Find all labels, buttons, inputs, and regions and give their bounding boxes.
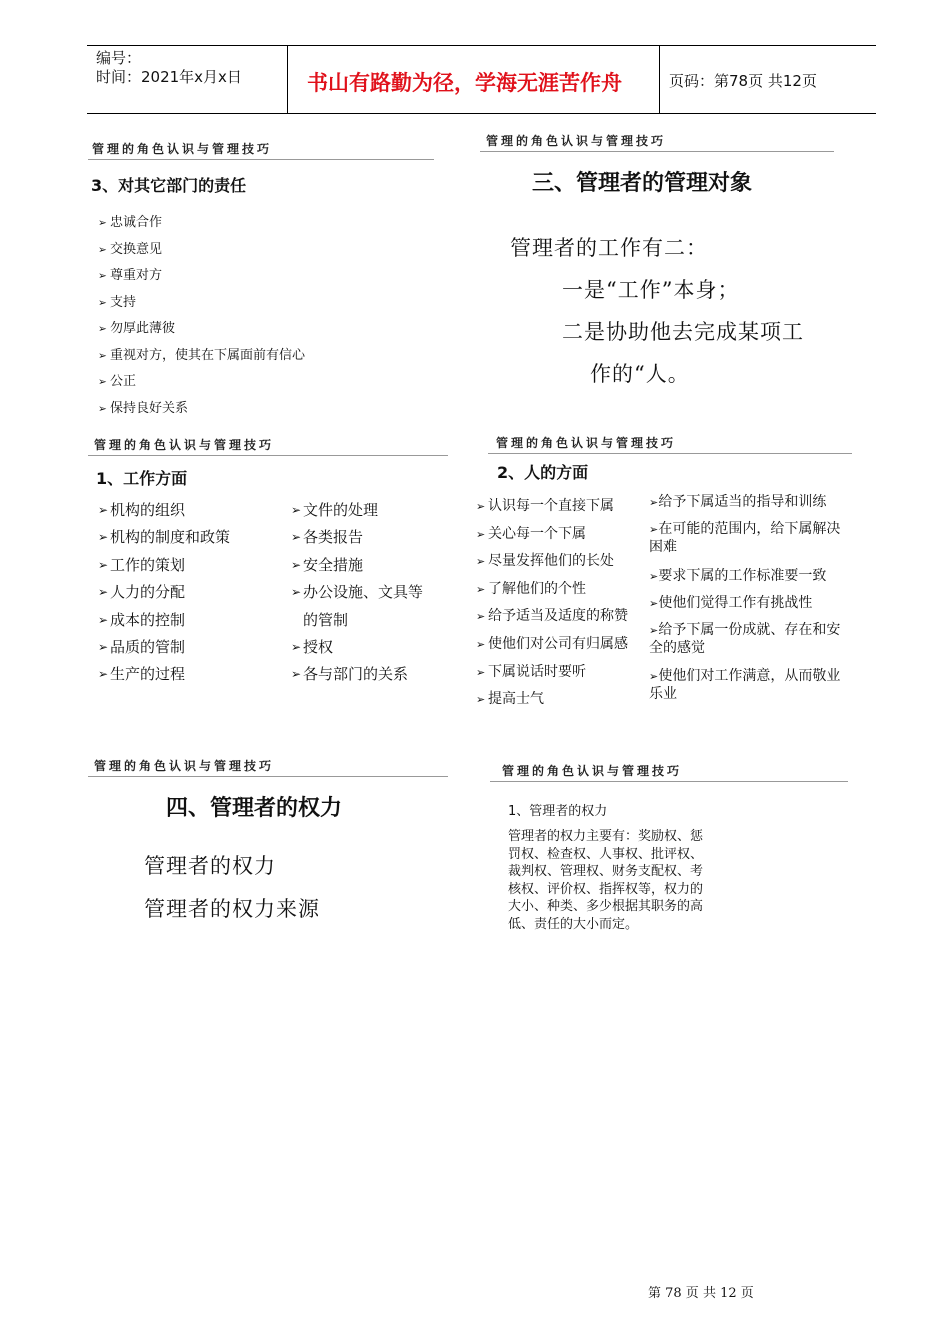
arrow-bullet-icon: ➢ bbox=[649, 523, 659, 536]
body-line: 二是协助他去完成某项工 bbox=[562, 320, 804, 344]
body-line: 管理者的工作有二： bbox=[510, 236, 708, 260]
list-item: ➢ 了解他们的个性 bbox=[476, 576, 628, 604]
list-item: ➢给予下属一份成就、存在和安 bbox=[649, 622, 841, 638]
list-item: ➢使他们对工作满意，从而敬业 bbox=[649, 668, 841, 684]
arrow-bullet-icon: ➢ bbox=[476, 693, 486, 707]
list-item: ➢给予下属适当的指导和训练 bbox=[649, 494, 827, 510]
paragraph-line: 低、责任的大小而定。 bbox=[508, 916, 639, 932]
arrow-bullet-icon: ➢ bbox=[98, 243, 107, 256]
slide-subtitle: 1、管理者的权力 bbox=[508, 804, 608, 819]
paragraph-line: 裁判权、管理权、财务支配权、考 bbox=[508, 864, 704, 879]
slide-title: 3、对其它部门的责任 bbox=[91, 176, 247, 195]
slide-header-label: 管理的角色认识与管理技巧 bbox=[92, 142, 273, 156]
arrow-bullet-icon: ➢ bbox=[98, 667, 109, 682]
list-item: ➢ 交换意见 bbox=[98, 237, 305, 264]
list-item-continuation: 乐业 bbox=[649, 686, 677, 702]
page-footer: 第 78 页 共 12 页 bbox=[648, 1286, 754, 1301]
list-item: ➢ 机构的制度和政策 bbox=[98, 524, 230, 551]
list-item: ➢ 勿厚此薄彼 bbox=[98, 316, 305, 343]
list-item: ➢ 保持良好关系 bbox=[98, 396, 305, 423]
arrow-bullet-icon: ➢ bbox=[476, 555, 486, 569]
arrow-bullet-icon: ➢ bbox=[98, 349, 107, 362]
slide-header-label: 管理的角色认识与管理技巧 bbox=[502, 764, 683, 778]
list-item: ➢ 办公设施、文具等 bbox=[291, 579, 423, 606]
header-divider-left bbox=[287, 45, 288, 113]
list-item: ➢要求下属的工作标准要一致 bbox=[649, 568, 827, 584]
arrow-bullet-icon: ➢ bbox=[98, 612, 109, 627]
paragraph-line: 罚权、检查权、人事权、批评权、 bbox=[508, 846, 704, 862]
slide-title: 三、管理者的管理对象 bbox=[532, 171, 753, 196]
list-item-continuation: 困难 bbox=[649, 539, 677, 555]
arrow-bullet-icon: ➢ bbox=[98, 376, 107, 388]
list-item-continuation: 全的感觉 bbox=[649, 640, 705, 656]
slide-header-label: 管理的角色认识与管理技巧 bbox=[94, 759, 275, 773]
slide-title: 1、工作方面 bbox=[96, 469, 188, 488]
list-item: ➢ 关心每一个下属 bbox=[476, 521, 628, 549]
list-item: ➢ 尊重对方 bbox=[98, 263, 305, 290]
list-item: ➢ 给予适当及适度的称赞 bbox=[476, 603, 628, 631]
arrow-bullet-icon: ➢ bbox=[476, 582, 486, 596]
slide-people-aspects bbox=[476, 434, 852, 714]
paragraph-line: 大小、种类、多少根据其职务的高 bbox=[508, 899, 704, 914]
list-item: ➢ 重视对方，使其在下属面前有信心 bbox=[98, 343, 305, 370]
arrow-bullet-icon: ➢ bbox=[98, 402, 107, 415]
arrow-bullet-icon: ➢ bbox=[98, 217, 107, 229]
slide-header-rule bbox=[88, 776, 448, 777]
arrow-bullet-icon: ➢ bbox=[476, 610, 486, 624]
list-item: ➢ 支持 bbox=[98, 290, 305, 317]
slide-title: 四、管理者的权力 bbox=[166, 796, 343, 821]
list-item: ➢ 提高士气 bbox=[476, 686, 628, 714]
slide-header-rule bbox=[488, 453, 852, 454]
arrow-bullet-icon: ➢ bbox=[291, 585, 302, 600]
slide-power-detail bbox=[490, 762, 848, 942]
body-line: 一是“工作”本身； bbox=[562, 278, 740, 302]
arrow-bullet-icon: ➢ bbox=[649, 624, 659, 637]
list-item: ➢ 尽量发挥他们的长处 bbox=[476, 548, 628, 576]
arrow-bullet-icon: ➢ bbox=[291, 557, 302, 572]
slide-header-rule bbox=[480, 151, 834, 152]
slide-responsibility-to-departments bbox=[88, 140, 434, 416]
arrow-bullet-icon: ➢ bbox=[291, 640, 302, 655]
list-item: ➢ 各与部门的关系 bbox=[291, 661, 423, 688]
list-item: ➢ 机构的组织 bbox=[98, 497, 230, 524]
slide-header-label: 管理的角色认识与管理技巧 bbox=[486, 134, 667, 148]
list-item: ➢ 授权 bbox=[291, 634, 423, 661]
arrow-bullet-icon: ➢ bbox=[476, 527, 486, 541]
bullet-list-left bbox=[476, 493, 628, 714]
body-line: 管理者的权力来源 bbox=[144, 897, 320, 921]
slide-header-rule bbox=[88, 159, 434, 160]
arrow-bullet-icon: ➢ bbox=[98, 503, 109, 517]
bullet-list-right bbox=[291, 497, 423, 689]
arrow-bullet-icon: ➢ bbox=[98, 270, 107, 282]
arrow-bullet-icon: ➢ bbox=[98, 323, 107, 335]
header-bottom-rule bbox=[87, 113, 876, 114]
arrow-bullet-icon: ➢ bbox=[649, 570, 659, 583]
arrow-bullet-icon: ➢ bbox=[476, 637, 486, 651]
list-item: ➢ 文件的处理 bbox=[291, 497, 423, 524]
motto: 书山有路勤为径，学海无涯苦作舟 bbox=[307, 71, 622, 95]
arrow-bullet-icon: ➢ bbox=[98, 640, 109, 655]
list-item: ➢ 认识每一个直接下属 bbox=[476, 493, 628, 521]
slide-header-rule bbox=[88, 455, 448, 456]
time-label: 时间：2021年x月x日 bbox=[96, 68, 242, 86]
body-paragraph bbox=[508, 828, 748, 933]
paragraph-line: 管理者的权力主要有：奖励权、惩 bbox=[508, 829, 704, 844]
arrow-bullet-icon: ➢ bbox=[649, 496, 659, 509]
body-line: 作的“人。 bbox=[590, 362, 690, 386]
list-item: ➢ 安全措施 bbox=[291, 552, 423, 579]
arrow-bullet-icon: ➢ bbox=[98, 530, 109, 545]
paragraph-line: 核权、评价权、指挥权等，权力的 bbox=[508, 881, 704, 897]
arrow-bullet-icon: ➢ bbox=[649, 670, 659, 683]
header-divider-right bbox=[659, 45, 660, 113]
slide-management-objects bbox=[480, 132, 834, 392]
slide-title: 2、人的方面 bbox=[497, 463, 589, 482]
slide-header-rule bbox=[490, 781, 848, 782]
slide-work-aspects bbox=[88, 436, 448, 696]
header-top-rule bbox=[87, 45, 876, 46]
arrow-bullet-icon: ➢ bbox=[98, 296, 107, 309]
list-item: ➢ 各类报告 bbox=[291, 524, 423, 551]
body-line: 管理者的权力 bbox=[144, 854, 276, 878]
arrow-bullet-icon: ➢ bbox=[291, 503, 302, 517]
bullet-list bbox=[98, 210, 305, 422]
slide-header-label: 管理的角色认识与管理技巧 bbox=[496, 436, 677, 450]
list-item: ➢ 忠诚合作 bbox=[98, 210, 305, 237]
list-item: ➢ 成本的控制 bbox=[98, 607, 230, 634]
list-item: ➢ 工作的策划 bbox=[98, 552, 230, 579]
list-item: ➢ 品质的管制 bbox=[98, 634, 230, 661]
list-item: ➢ 使他们对公司有归属感 bbox=[476, 631, 628, 659]
slide-header-label: 管理的角色认识与管理技巧 bbox=[94, 438, 275, 452]
list-item: ➢ 生产的过程 bbox=[98, 661, 230, 688]
number-label: 编号： bbox=[96, 49, 142, 67]
arrow-bullet-icon: ➢ bbox=[476, 500, 486, 513]
arrow-bullet-icon: ➢ bbox=[291, 667, 302, 682]
list-item: ➢在可能的范围内，给下属解决 bbox=[649, 521, 841, 537]
list-item: ➢ 人力的分配 bbox=[98, 579, 230, 606]
list-item: ➢ 下属说话时要听 bbox=[476, 659, 628, 687]
list-item: ➢ 公正 bbox=[98, 369, 305, 396]
arrow-bullet-icon: ➢ bbox=[291, 530, 302, 545]
page-code: 页码：第78页 共12页 bbox=[669, 72, 817, 90]
arrow-bullet-icon: ➢ bbox=[98, 585, 109, 600]
arrow-bullet-icon: ➢ bbox=[649, 597, 659, 610]
slide-manager-power bbox=[88, 757, 448, 937]
arrow-bullet-icon: ➢ bbox=[476, 665, 486, 679]
arrow-bullet-icon: ➢ bbox=[98, 557, 109, 572]
list-item: ➢使他们觉得工作有挑战性 bbox=[649, 595, 813, 611]
list-item-continuation: 的管制 bbox=[303, 610, 349, 629]
bullet-list-left bbox=[98, 497, 230, 689]
